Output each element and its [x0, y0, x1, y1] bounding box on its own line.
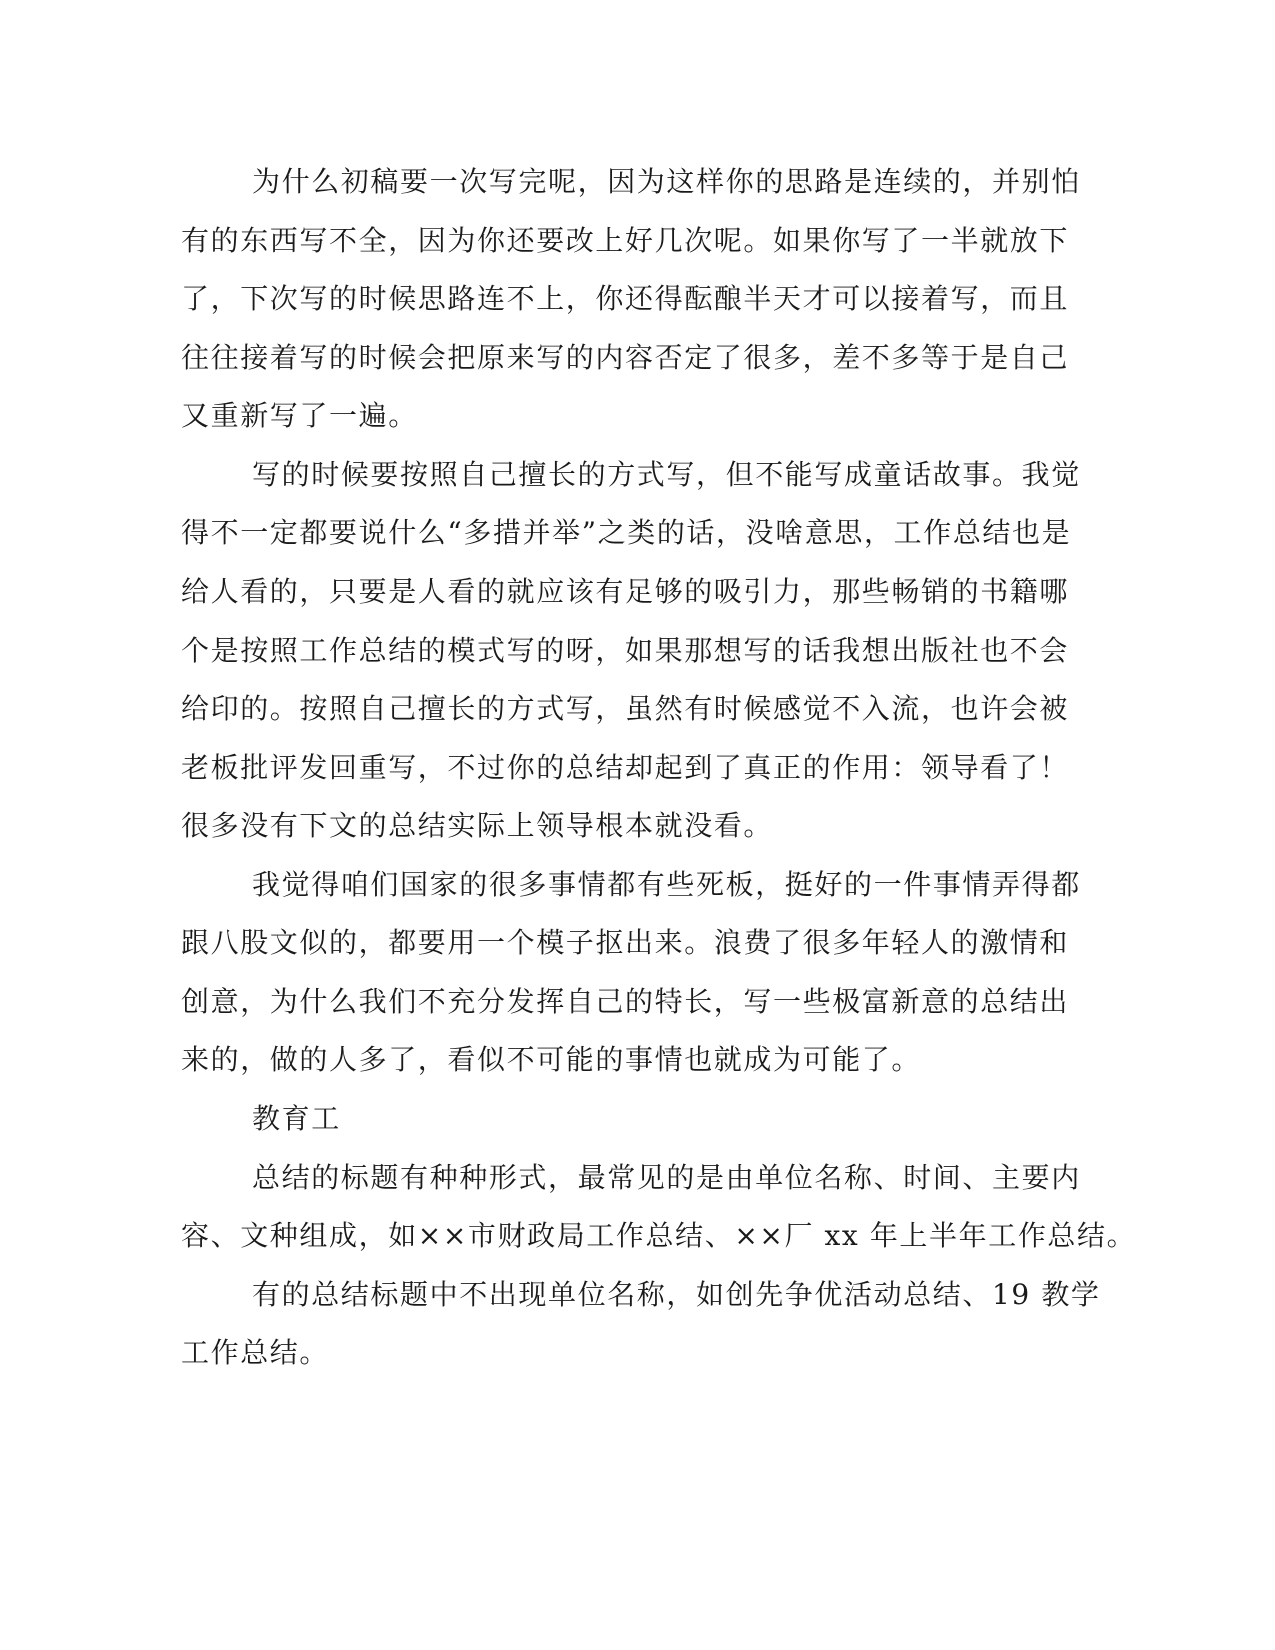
- paragraph-3-line-3: 创意，为什么我们不充分发挥自己的特长，写一些极富新意的总结出: [181, 985, 1070, 1018]
- paragraph-2-line-7: 很多没有下文的总结实际上领导根本就没看。: [181, 809, 774, 842]
- paragraph-6-line-1: 有的总结标题中不出现单位名称，如创先争优活动总结、19 教学: [252, 1278, 1101, 1311]
- paragraph-3-line-2: 跟八股文似的，都要用一个模子抠出来。浪费了很多年轻人的激情和: [181, 926, 1070, 959]
- paragraph-3-line-1: 我觉得咱们国家的很多事情都有些死板，挺好的一件事情弄得都: [252, 868, 1081, 901]
- paragraph-2-line-5: 给印的。按照自己擅长的方式写，虽然有时候感觉不入流，也许会被: [181, 692, 1070, 725]
- paragraph-1-line-2: 有的东西写不全，因为你还要改上好几次呢。如果你写了一半就放下: [181, 224, 1070, 257]
- paragraph-2-line-3: 给人看的，只要是人看的就应该有足够的吸引力，那些畅销的书籍哪: [181, 575, 1070, 608]
- paragraph-2-line-1: 写的时候要按照自己擅长的方式写，但不能写成童话故事。我觉: [252, 458, 1081, 491]
- paragraph-1-line-4: 往往接着写的时候会把原来写的内容否定了很多，差不多等于是自己: [181, 341, 1070, 374]
- paragraph-4-line-1: 教育工: [252, 1102, 341, 1135]
- paragraph-1-line-5: 又重新写了一遍。: [181, 399, 418, 432]
- paragraph-5-line-2: 容、文种组成，如××市财政局工作总结、××厂 xx 年上半年工作总结。: [181, 1219, 1137, 1252]
- paragraph-5-line-1: 总结的标题有种种形式，最常见的是由单位名称、时间、主要内: [252, 1161, 1081, 1194]
- paragraph-2-line-6: 老板批评发回重写，不过你的总结却起到了真正的作用：领导看了！: [181, 751, 1070, 784]
- paragraph-1-line-3: 了，下次写的时候思路连不上，你还得酝酿半天才可以接着写，而且: [181, 282, 1070, 315]
- paragraph-1-line-1: 为什么初稿要一次写完呢，因为这样你的思路是连续的，并别怕: [252, 165, 1081, 198]
- paragraph-3-line-4: 来的，做的人多了，看似不可能的事情也就成为可能了。: [181, 1043, 922, 1076]
- paragraph-2-line-2: 得不一定都要说什么“多措并举”之类的话，没啥意思，工作总结也是: [181, 516, 1072, 549]
- paragraph-2-line-4: 个是按照工作总结的模式写的呀，如果那想写的话我想出版社也不会: [181, 634, 1070, 667]
- paragraph-6-line-2: 工作总结。: [181, 1336, 330, 1369]
